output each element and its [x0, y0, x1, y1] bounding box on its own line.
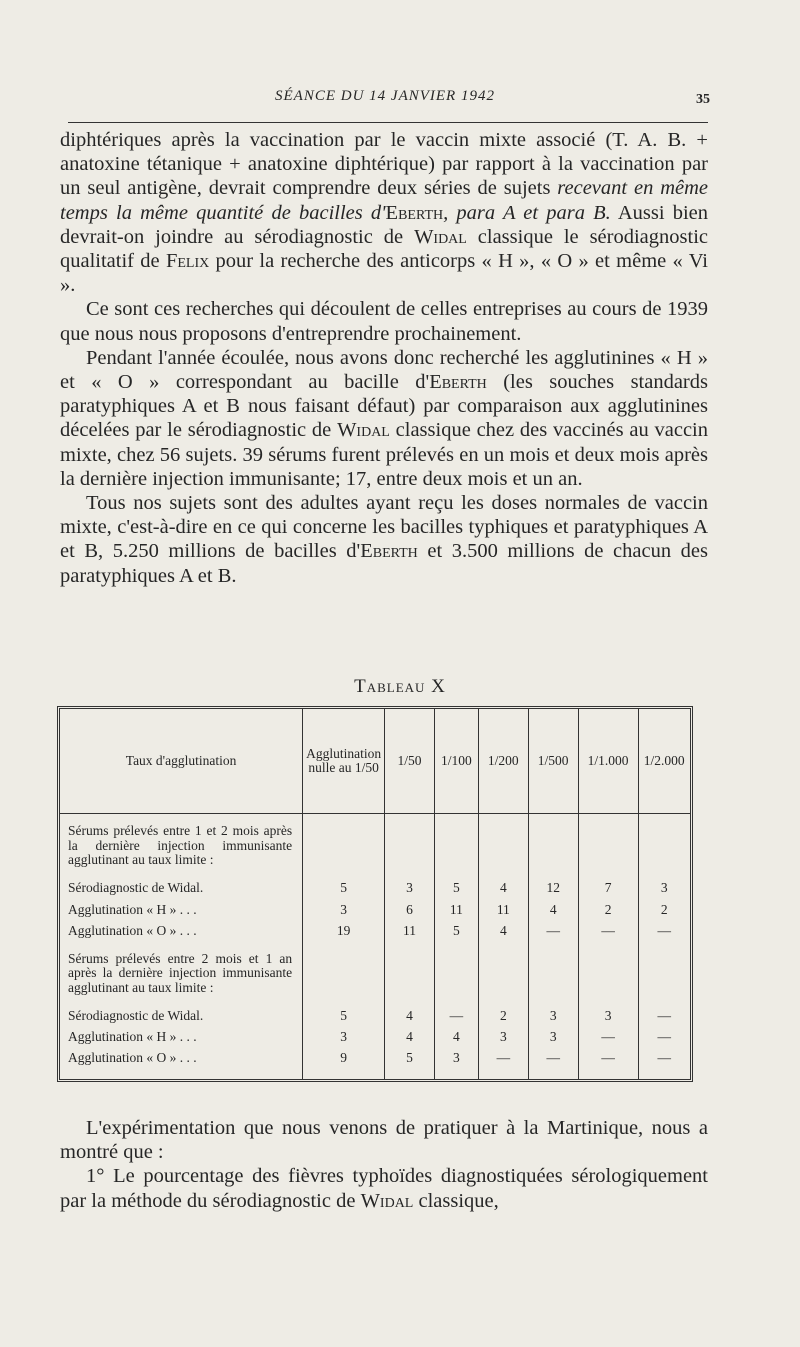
author-name: Eberth [360, 540, 418, 563]
author-name: Eberth [429, 371, 487, 394]
section-intro-row [60, 814, 690, 878]
cell: — [434, 1005, 478, 1026]
table-row [60, 899, 690, 920]
cell: — [638, 920, 690, 941]
paragraph-6 [60, 1164, 708, 1212]
cell: 3 [303, 899, 385, 920]
header-title: SÉANCE DU 14 JANVIER 1942 [275, 88, 495, 104]
cell: 4 [478, 920, 528, 941]
cell: 3 [478, 1026, 528, 1047]
section-intro-row [60, 942, 690, 1006]
section-2-intro: Sérums prélevés entre 2 mois et 1 an après la dernière injection immunisante agglutinant au taux limite : [68, 950, 293, 995]
cell: 7 [578, 878, 638, 899]
cell: 11 [385, 920, 435, 941]
cell: 4 [528, 899, 578, 920]
header-1-200: 1/200 [478, 709, 528, 814]
text-run: (les souches standards paratyphiques A et B nous faisant défaut) par comparaison aux agglutinines décelées par le sérodiagnostic de [60, 371, 708, 442]
cell: 3 [303, 1026, 385, 1047]
paragraph-1 [60, 128, 708, 297]
paragraph-2: Ce sont ces recherches qui découlent de celles entreprises au cours de 1939 que nous nous proposons d'entreprendre prochainement. [60, 298, 708, 345]
header-label: Taux d'agglutination [60, 709, 303, 814]
paragraph-5: L'expérimentation que nous venons de pratiquer à la Martinique, nous a montré que : [60, 1117, 708, 1164]
cell: 2 [638, 899, 690, 920]
header-1-50: 1/50 [385, 709, 435, 814]
table-row [60, 920, 690, 941]
cell: 2 [478, 1005, 528, 1026]
header-1-1000: 1/1.000 [578, 709, 638, 814]
cell: 5 [434, 878, 478, 899]
row-label: Agglutination « H » . . . [68, 1028, 197, 1044]
cell: 3 [638, 878, 690, 899]
table-row [60, 878, 690, 899]
paragraph-3 [60, 346, 708, 491]
cell: 3 [385, 878, 435, 899]
header-1-2000: 1/2.000 [638, 709, 690, 814]
text-run: 1° Le pourcentage des fièvres typhoïdes diagnostiquées sérologiquement par la méthode du sérodiagnostic de [60, 1165, 708, 1212]
cell: 4 [434, 1026, 478, 1047]
italic-run: , para A et para B. [443, 201, 611, 224]
paragraph-4 [60, 491, 708, 588]
cell: 19 [303, 920, 385, 941]
cell: 5 [385, 1048, 435, 1069]
cell: 3 [578, 1005, 638, 1026]
row-label: Sérodiagnostic de Widal. [68, 1007, 204, 1023]
cell: 5 [303, 1005, 385, 1026]
cell: 4 [478, 878, 528, 899]
body-text [60, 128, 708, 588]
cell: — [478, 1048, 528, 1069]
table-row [60, 1048, 690, 1069]
cell: 11 [434, 899, 478, 920]
table-frame [57, 706, 693, 1082]
table-title: Tableau X [354, 676, 446, 697]
author-name: Eberth [385, 201, 444, 224]
text-run: classique chez des vaccinés au vaccin mixte, chez 56 sujets. 39 sérums furent prélevés en un mois et deux mois après la dernière injection immunisante; 17, entre deux mois et un an. [60, 419, 708, 490]
cell: — [638, 1026, 690, 1047]
row-label: Agglutination « O » . . . [68, 922, 197, 938]
cell: 3 [434, 1048, 478, 1069]
cell: 4 [385, 1005, 435, 1026]
cell: — [528, 1048, 578, 1069]
table-header-row [60, 709, 690, 814]
text-run: et 3.500 millions de chacun des paratyphiques A et B. [60, 540, 708, 587]
header-1-500: 1/500 [528, 709, 578, 814]
running-header [60, 86, 710, 116]
cell: 5 [303, 878, 385, 899]
row-label: Agglutination « H » . . . [68, 901, 197, 917]
cell: — [528, 920, 578, 941]
table-row [60, 1005, 690, 1026]
author-name: Felix [165, 250, 210, 273]
cell: — [578, 1026, 638, 1047]
header-1-100: 1/100 [434, 709, 478, 814]
cell: — [638, 1048, 690, 1069]
text-run: classique, [413, 1189, 499, 1212]
text-run: classique le sérodiagnostic qualitatif de [60, 225, 708, 273]
row-label: Agglutination « O » . . . [68, 1050, 197, 1066]
page-number: 35 [696, 92, 710, 107]
cell: 4 [385, 1026, 435, 1047]
section-1-intro: Sérums prélevés entre 1 et 2 mois après la dernière injection immunisante agglutinant au taux limite : [68, 823, 293, 868]
header-nulle: Agglutination nulle au 1/50 [303, 709, 385, 814]
text-run: Aussi bien devrait-on joindre au sérodiagnostic de [60, 201, 709, 248]
row-label: Sérodiagnostic de Widal. [68, 880, 204, 896]
cell: — [638, 1005, 690, 1026]
table-row [60, 1026, 690, 1047]
cell: 6 [385, 899, 435, 920]
text-run: Tous nos sujets sont des adultes ayant reçu les doses normales de vaccin mixte, c'est-à-dire en ce qui concerne les bacilles typhiques et paratyphiques A et B, 5.250 millions de bacilles d' [60, 492, 708, 563]
cell: 12 [528, 878, 578, 899]
italic-run: recevant en même temps la même quantité de bacilles d' [60, 177, 708, 224]
cell: — [578, 920, 638, 941]
body-text-bottom [60, 1116, 708, 1213]
author-name: Widal [337, 419, 390, 442]
text-run: Pendant l'année écoulée, nous avons donc recherché les agglutinines « H » et « O » correspondant au bacille d' [60, 346, 708, 394]
author-name: Widal [414, 225, 467, 248]
author-name: Widal [360, 1189, 414, 1212]
cell: — [578, 1048, 638, 1069]
cell: 3 [528, 1005, 578, 1026]
text-run: pour la recherche des anticorps « H », « O » et même « Vi ». [60, 250, 708, 297]
header-rule [68, 122, 708, 123]
cell: 9 [303, 1048, 385, 1069]
cell: 11 [478, 899, 528, 920]
text-run: diphtériques après la vaccination par le vaccin mixte associé (T. A. B. + anatoxine tétanique + anatoxine diphtérique) par rapport à la vaccination par un seul antigène, devrait comprendre deux séries de sujets [60, 129, 708, 200]
agglutination-table [60, 709, 690, 1079]
cell: 3 [528, 1026, 578, 1047]
cell: 5 [434, 920, 478, 941]
cell: 2 [578, 899, 638, 920]
